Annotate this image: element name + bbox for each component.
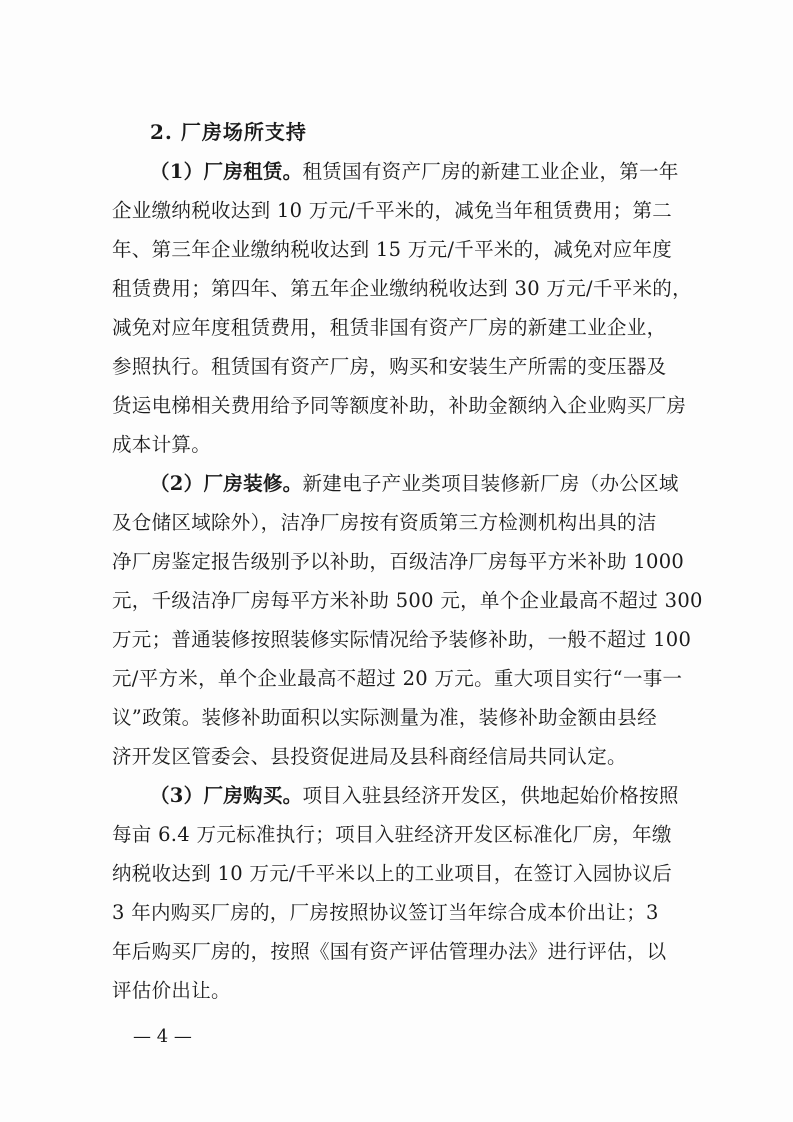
paragraph-2-line-1 <box>150 468 679 496</box>
paragraph-1-line-8: 成本计算。 <box>112 433 212 456</box>
paragraph-2-line-4: 元，千级洁净厂房每平方米补助 500 元，单个企业最高不超过 300 <box>112 589 703 612</box>
paragraph-1-line-6: 参照执行。租赁国有资产厂房，购买和安装生产所需的变压器及 <box>112 355 667 378</box>
paragraph-3-line-2: 每亩 6.4 万元标准执行；项目入驻经济开发区标准化厂房，年缴 <box>112 823 672 846</box>
paragraph-2-line-3: 净厂房鉴定报告级别予以补助，百级洁净厂房每平方米补助 1000 <box>112 550 685 573</box>
paragraph-1-lead: （1）厂房租赁。 <box>150 160 303 183</box>
paragraph-2-line-8: 济开发区管委会、县投资促进局及县科商经信局共同认定。 <box>112 745 627 768</box>
paragraph-2-lead: （2）厂房装修。 <box>150 472 303 495</box>
paragraph-1-line-1 <box>150 156 679 184</box>
paragraph-1-line-3: 年、第三年企业缴纳税收达到 15 万元/千平米的，减免对应年度 <box>112 238 673 261</box>
paragraph-3-line-5: 年后购买厂房的，按照《国有资产评估管理办法》进行评估，以 <box>112 940 667 963</box>
paragraph-2-line-2: 及仓储区域除外），洁净厂房按有资质第三方检测机构出具的洁 <box>112 511 657 534</box>
paragraph-1-line-4: 租赁费用；第四年、第五年企业缴纳税收达到 30 万元/千平米的， <box>112 277 692 300</box>
paragraph-3-line-4: 3 年内购买厂房的，厂房按照协议签订当年综合成本价出让；3 <box>112 901 659 924</box>
paragraph-3-text: 项目入驻县经济开发区，供地起始价格按照 <box>302 784 679 807</box>
paragraph-2-text: 新建电子产业类项目装修新厂房（办公区域 <box>302 472 679 495</box>
paragraph-1-text: 租赁国有资产厂房的新建工业企业，第一年 <box>302 160 679 183</box>
paragraph-3-line-3: 纳税收达到 10 万元/千平米以上的工业项目，在签订入园协议后 <box>112 862 673 885</box>
paragraph-3-line-1 <box>150 780 679 808</box>
paragraph-2-line-6: 元/平方米，单个企业最高不超过 20 万元。重大项目实行“一事一 <box>112 667 683 690</box>
paragraph-2-line-5: 万元；普通装修按照装修实际情况给予装修补助，一般不超过 100 <box>112 628 692 651</box>
paragraph-3-lead: （3）厂房购买。 <box>150 784 303 807</box>
paragraph-2-line-7: 议”政策。装修补助面积以实际测量为准，装修补助金额由县经 <box>112 706 657 729</box>
paragraph-1-line-2: 企业缴纳税收达到 10 万元/千平米的，减免当年租赁费用；第二 <box>112 199 673 222</box>
section-heading: 2. 厂房场所支持 <box>150 120 307 144</box>
page-number: — 4 — <box>133 1026 192 1047</box>
paragraph-3-line-6: 评估价出让。 <box>112 979 231 1002</box>
paragraph-1-line-7: 货运电梯相关费用给予同等额度补助，补助金额纳入企业购买厂房 <box>112 394 687 417</box>
paragraph-1-line-5: 减免对应年度租赁费用，租赁非国有资产厂房的新建工业企业， <box>112 316 667 339</box>
